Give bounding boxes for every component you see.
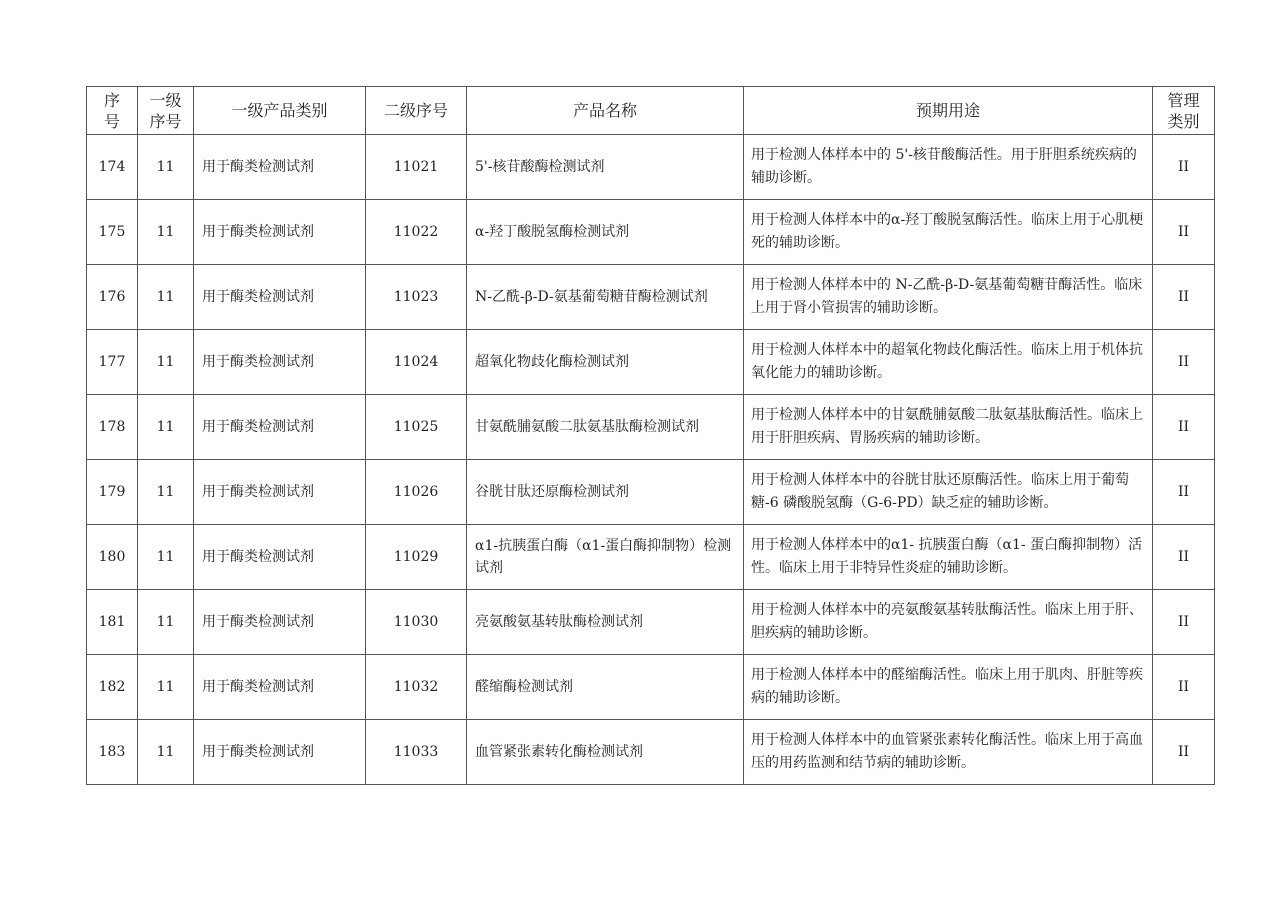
cell-mgmt-class: II (1153, 525, 1215, 590)
cell-intended-use: 用于检测人体样本中的血管紧张素转化酶活性。临床上用于高血压的用药监测和结节病的辅助诊断。 (744, 720, 1153, 785)
header-level2-seq: 二级序号 (366, 87, 467, 135)
cell-product-name: 谷胱甘肽还原酶检测试剂 (467, 460, 744, 525)
cell-intended-use: 用于检测人体样本中的亮氨酸氨基转肽酶活性。临床上用于肝、胆疾病的辅助诊断。 (744, 590, 1153, 655)
cell-seq: 181 (87, 590, 138, 655)
cell-level1-seq: 11 (138, 590, 194, 655)
document-page (86, 86, 1214, 785)
cell-level2-seq: 11022 (366, 200, 467, 265)
cell-level1-category: 用于酶类检测试剂 (194, 720, 366, 785)
cell-seq: 183 (87, 720, 138, 785)
cell-product-name: α1-抗胰蛋白酶（α1-蛋白酶抑制物）检测试剂 (467, 525, 744, 590)
cell-level2-seq: 11029 (366, 525, 467, 590)
cell-seq: 182 (87, 655, 138, 720)
cell-seq: 176 (87, 265, 138, 330)
cell-intended-use: 用于检测人体样本中的醛缩酶活性。临床上用于肌肉、肝脏等疾病的辅助诊断。 (744, 655, 1153, 720)
table-row (87, 135, 1215, 200)
header-level1-seq: 一级序号 (138, 87, 194, 135)
cell-seq: 177 (87, 330, 138, 395)
cell-level1-seq: 11 (138, 265, 194, 330)
cell-level1-category: 用于酶类检测试剂 (194, 330, 366, 395)
cell-intended-use: 用于检测人体样本中的 5'-核苷酸酶活性。用于肝胆系统疾病的辅助诊断。 (744, 135, 1153, 200)
table-row (87, 395, 1215, 460)
product-classification-table (86, 86, 1215, 785)
table-row (87, 330, 1215, 395)
cell-level2-seq: 11033 (366, 720, 467, 785)
cell-level1-seq: 11 (138, 460, 194, 525)
cell-level1-category: 用于酶类检测试剂 (194, 200, 366, 265)
cell-level2-seq: 11024 (366, 330, 467, 395)
cell-intended-use: 用于检测人体样本中的超氧化物歧化酶活性。临床上用于机体抗氧化能力的辅助诊断。 (744, 330, 1153, 395)
cell-product-name: 超氧化物歧化酶检测试剂 (467, 330, 744, 395)
cell-mgmt-class: II (1153, 590, 1215, 655)
table-row (87, 525, 1215, 590)
cell-intended-use: 用于检测人体样本中的谷胱甘肽还原酶活性。临床上用于葡萄糖-6 磷酸脱氢酶（G-6-PD）缺乏症的辅助诊断。 (744, 460, 1153, 525)
cell-level1-seq: 11 (138, 720, 194, 785)
header-product-name: 产品名称 (467, 87, 744, 135)
cell-level2-seq: 11021 (366, 135, 467, 200)
table-body (87, 135, 1215, 785)
cell-level1-category: 用于酶类检测试剂 (194, 655, 366, 720)
cell-level1-category: 用于酶类检测试剂 (194, 525, 366, 590)
cell-intended-use: 用于检测人体样本中的 N-乙酰-β-D-氨基葡萄糖苷酶活性。临床上用于肾小管损害的辅助诊断。 (744, 265, 1153, 330)
cell-mgmt-class: II (1153, 135, 1215, 200)
cell-intended-use: 用于检测人体样本中的α1- 抗胰蛋白酶（α1- 蛋白酶抑制物）活性。临床上用于非特异性炎症的辅助诊断。 (744, 525, 1153, 590)
table-row (87, 265, 1215, 330)
table-row (87, 655, 1215, 720)
cell-level1-seq: 11 (138, 395, 194, 460)
cell-mgmt-class: II (1153, 460, 1215, 525)
cell-level2-seq: 11023 (366, 265, 467, 330)
cell-product-name: 血管紧张素转化酶检测试剂 (467, 720, 744, 785)
cell-level1-seq: 11 (138, 655, 194, 720)
cell-level1-category: 用于酶类检测试剂 (194, 460, 366, 525)
header-row (87, 87, 1215, 135)
cell-level1-category: 用于酶类检测试剂 (194, 590, 366, 655)
cell-level1-seq: 11 (138, 200, 194, 265)
header-level1-category: 一级产品类别 (194, 87, 366, 135)
cell-level2-seq: 11032 (366, 655, 467, 720)
cell-seq: 175 (87, 200, 138, 265)
header-seq: 序号 (87, 87, 138, 135)
cell-seq: 178 (87, 395, 138, 460)
cell-intended-use: 用于检测人体样本中的α-羟丁酸脱氢酶活性。临床上用于心肌梗死的辅助诊断。 (744, 200, 1153, 265)
cell-product-name: 亮氨酸氨基转肽酶检测试剂 (467, 590, 744, 655)
table-row (87, 460, 1215, 525)
cell-intended-use: 用于检测人体样本中的甘氨酰脯氨酸二肽氨基肽酶活性。临床上用于肝胆疾病、胃肠疾病的辅助诊断。 (744, 395, 1153, 460)
table-row (87, 720, 1215, 785)
cell-level1-seq: 11 (138, 330, 194, 395)
cell-level2-seq: 11030 (366, 590, 467, 655)
cell-level2-seq: 11025 (366, 395, 467, 460)
cell-level1-category: 用于酶类检测试剂 (194, 135, 366, 200)
cell-seq: 174 (87, 135, 138, 200)
cell-level1-category: 用于酶类检测试剂 (194, 395, 366, 460)
cell-product-name: α-羟丁酸脱氢酶检测试剂 (467, 200, 744, 265)
cell-mgmt-class: II (1153, 395, 1215, 460)
cell-product-name: N-乙酰-β-D-氨基葡萄糖苷酶检测试剂 (467, 265, 744, 330)
cell-mgmt-class: II (1153, 200, 1215, 265)
table-row (87, 590, 1215, 655)
cell-mgmt-class: II (1153, 330, 1215, 395)
cell-product-name: 5'-核苷酸酶检测试剂 (467, 135, 744, 200)
cell-seq: 180 (87, 525, 138, 590)
cell-level1-seq: 11 (138, 525, 194, 590)
table-row (87, 200, 1215, 265)
cell-seq: 179 (87, 460, 138, 525)
cell-mgmt-class: II (1153, 265, 1215, 330)
cell-level2-seq: 11026 (366, 460, 467, 525)
header-intended-use: 预期用途 (744, 87, 1153, 135)
header-mgmt-class: 管理类别 (1153, 87, 1215, 135)
cell-mgmt-class: II (1153, 655, 1215, 720)
cell-level1-category: 用于酶类检测试剂 (194, 265, 366, 330)
cell-level1-seq: 11 (138, 135, 194, 200)
cell-mgmt-class: II (1153, 720, 1215, 785)
cell-product-name: 甘氨酰脯氨酸二肽氨基肽酶检测试剂 (467, 395, 744, 460)
cell-product-name: 醛缩酶检测试剂 (467, 655, 744, 720)
